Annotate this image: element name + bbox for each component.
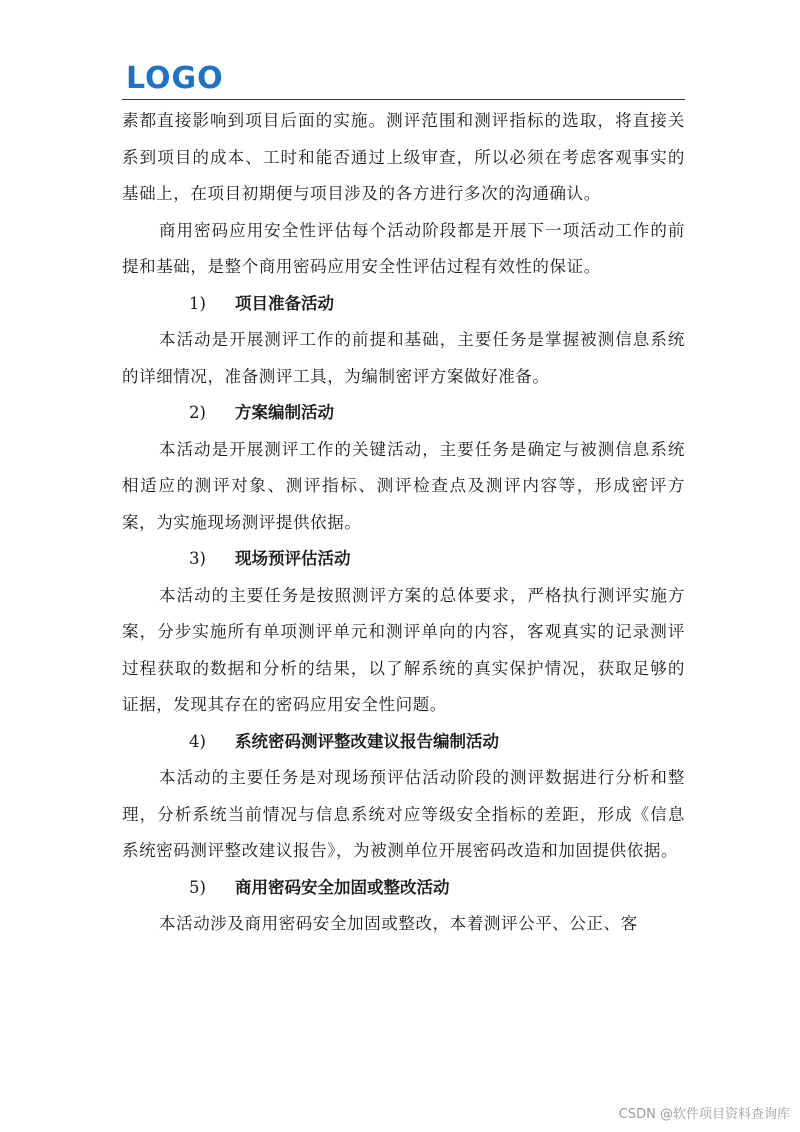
- section-paragraph-3: 本活动的主要任务是按照测评方案的总体要求，严格执行测评实施方案，分步实施所有单项测评单元和测评单向的内容，客观真实的记录测评过程获取的数据和分析的结果，以了解系统的真实保护情况，获取足够的证据，发现其存在的密码应用安全性问题。: [122, 585, 685, 714]
- section-heading-3: [122, 541, 685, 578]
- section-number: 2): [189, 403, 206, 422]
- section-heading-1: [122, 286, 685, 323]
- section-paragraph-1: 本活动是开展测评工作的前提和基础，主要任务是掌握被测信息系统的详细情况，准备测评工具，为编制密评方案做好准备。: [122, 330, 685, 386]
- paragraph-intro: 商用密码应用安全性评估每个活动阶段都是开展下一项活动工作的前提和基础，是整个商用密码应用安全性评估过程有效性的保证。: [122, 220, 685, 276]
- section-title: 方案编制活动: [235, 403, 334, 422]
- section-heading-4: [122, 724, 685, 761]
- section-paragraph-5: 本活动涉及商用密码安全加固或整改，本着测评公平、公正、客: [159, 914, 638, 933]
- section-title: 现场预评估活动: [235, 549, 351, 568]
- section-number: 4): [189, 731, 206, 751]
- section-number: 3): [189, 549, 206, 568]
- watermark: CSDN @软件项目资料查询库: [618, 1107, 790, 1122]
- section-paragraph-2: 本活动是开展测评工作的关键活动，主要任务是确定与被测信息系统相适应的测评对象、测评指标、测评检查点及测评内容等，形成密评方案，为实施现场测评提供依据。: [122, 439, 685, 532]
- paragraph-continuation: 素都直接影响到项目后面的实施。测评范围和测评指标的选取，将直接关系到项目的成本、工时和能否通过上级审查，所以必须在考虑客观事实的基础上，在项目初期便与项目涉及的各方进行多次的沟通确认。: [122, 111, 685, 203]
- section-title: 商用密码安全加固或整改活动: [235, 877, 450, 897]
- document-body: [122, 103, 685, 943]
- section-heading-5: [122, 870, 685, 907]
- section-number: 5): [189, 877, 206, 897]
- section-title: 项目准备活动: [235, 293, 334, 313]
- section-number: 1): [189, 293, 206, 313]
- header-divider: [122, 99, 685, 100]
- section-paragraph-4: 本活动的主要任务是对现场预评估活动阶段的测评数据进行分析和整理，分析系统当前情况与信息系统对应等级安全指标的差距，形成《信息系统密码测评整改建议报告》，为被测单位开展密码改造和加固提供依据。: [122, 768, 685, 860]
- logo: LOGO: [126, 61, 224, 96]
- section-heading-2: [122, 395, 685, 432]
- section-title: 系统密码测评整改建议报告编制活动: [235, 731, 499, 751]
